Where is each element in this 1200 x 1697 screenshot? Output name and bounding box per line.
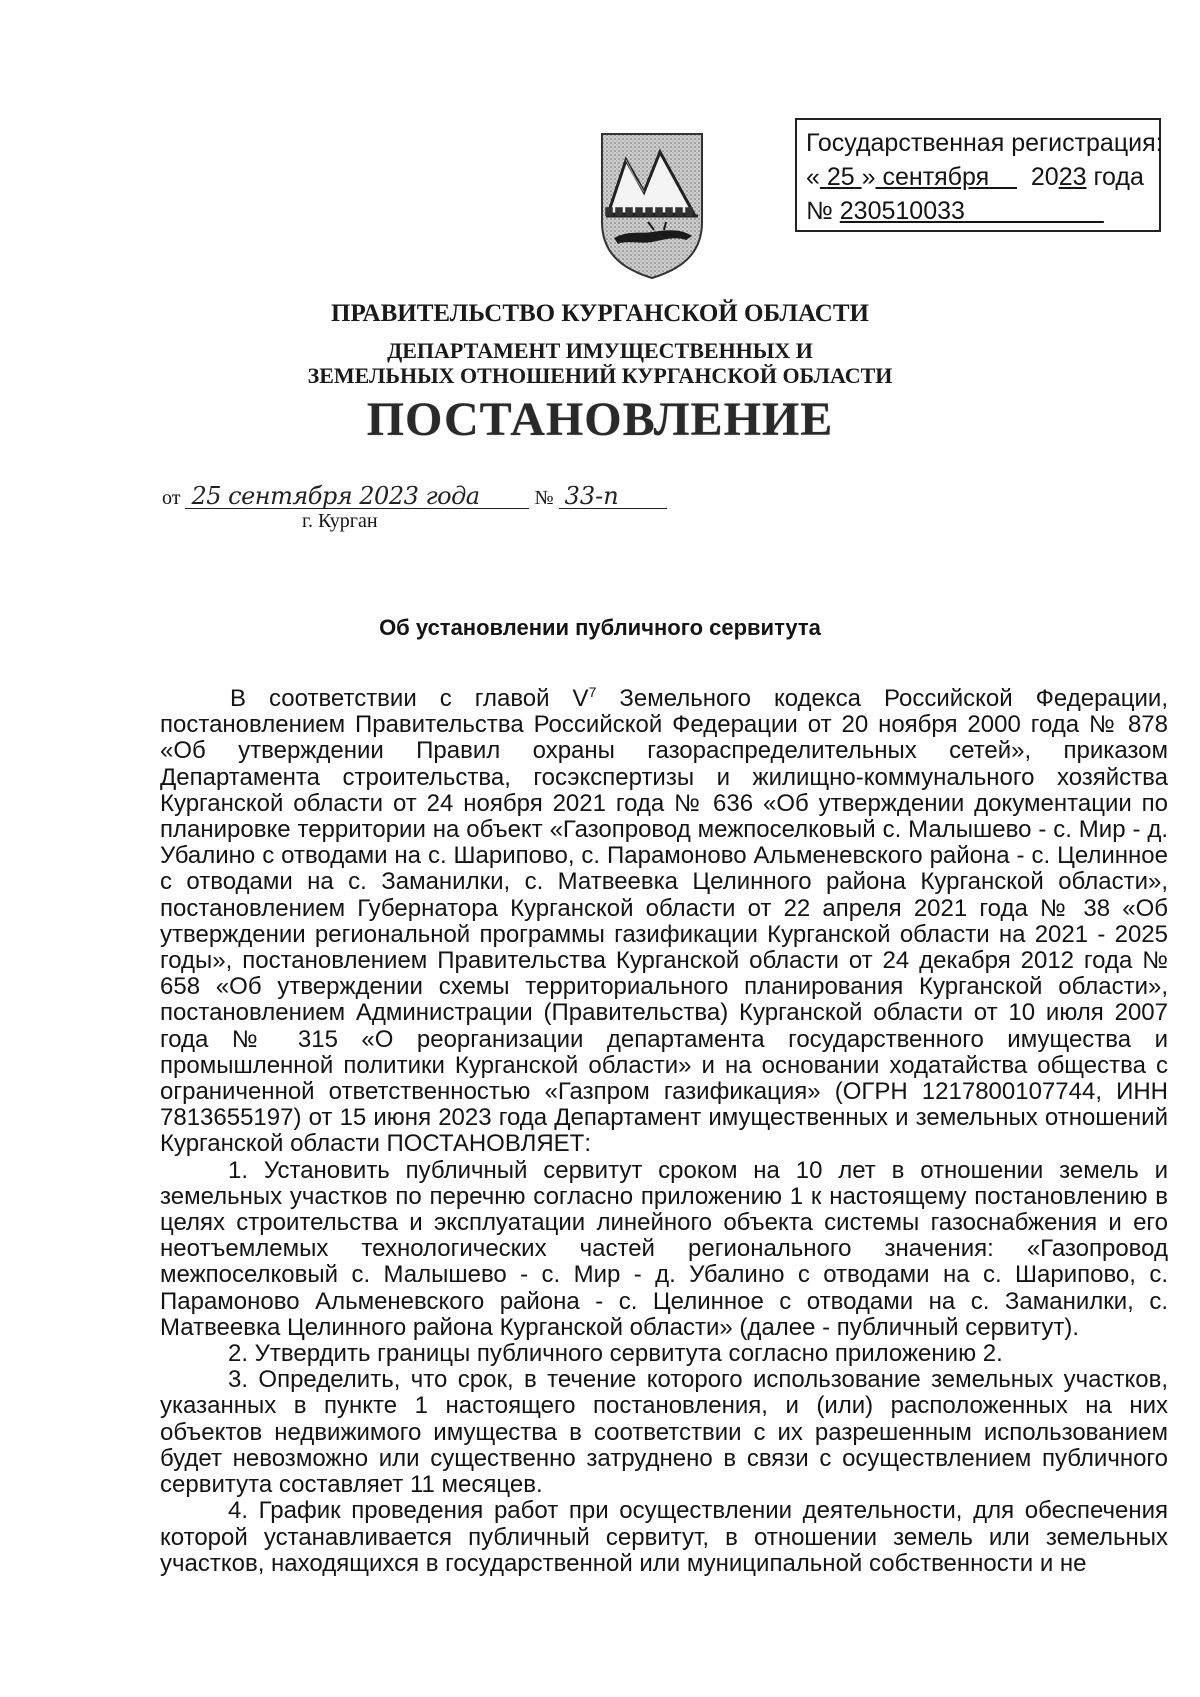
registration-month: сентября [882, 163, 990, 191]
intro-paragraph: В соответствии с главой $V^7$ Земельного кодекса Российской Федерации, постановлением Правительства Российской Федерации от 20 ноября 2000 года № 878 «Об утверждении Правил охраны газораспределительных сетей», приказом Департамента строительства, госэкспертизы и жилищно-коммунального хозяйства Курганской области от 24 ноября 2021 года № 636 «Об утверждении документации по планировке территории на объект «Газопровод межпоселковый с. Малышево - с. Мир - д. Убалино с отводами на с. Шарипово, с. Парамоново Альменевского района - с. Целинное с отводами на с. Заманилки, с. Матвеевка Целинного района Курганской области», постановлением Губернатора Курганской области от 22 апреля 2021 года № 38 «Об утверждении региональной программы газификации Курганской области на 2021 - 2025 годы», постановлением Правительства Курганской области от 24 декабря 2012 года № 658 «Об утверждении схемы территориального планирования Курганской области», постановлением Администрации (Правительства) Курганской области от 10 июля 2007 года № 315 «О реорганизации департамента государственного имущества и промышленной политики Курганской области» и на основании ходатайства общества с ограниченной ответственностью «Газпром газификация» (ОГРН 1217800107744, ИНН 7813655197) от 15 июня 2023 года Департамент имущественных и земельных отношений Курганской области ПОСТАНОВЛЯЕТ: [160, 684, 1168, 1158]
registration-stamp-title: Государственная регистрация: [806, 129, 1163, 157]
registration-year-suffix: 23 [1058, 163, 1087, 191]
document-body [160, 686, 1168, 1577]
number-label: № [534, 487, 554, 509]
registration-year-prefix: 20 [1030, 163, 1059, 191]
paragraph-item-3: 3. Определить, что срок, в течение которого использование земельных участков, указанных в пункте 1 настоящего постановления, и (или) расположенных на них объектов недвижимого имущества в соответствии с их разрешенным использованием будет невозможно или существенно затруднено в связи с осуществлением публичного сервитута составляет 11 месяцев. [160, 1366, 1168, 1499]
handwritten-date: 25 сентября 2023 года [185, 484, 529, 509]
document-title: Об установлении публичного сервитута [379, 615, 821, 640]
registration-year-word: года [1093, 163, 1144, 191]
department-line-2: ЗЕМЕЛЬНЫХ ОТНОШЕНИЙ КУРГАНСКОЙ ОБЛАСТИ [307, 363, 893, 388]
document-type: ПОСТАНОВЛЕНИЕ [366, 393, 834, 446]
registration-number: 230510033 [839, 197, 965, 225]
government-name: ПРАВИТЕЛЬСТВО КУРГАНСКОЙ ОБЛАСТИ [331, 300, 869, 327]
registration-stamp-date: « 25 » сентября 2023 года [806, 163, 1144, 191]
paragraph-item-2: 2. Утвердить границы публичного сервитута согласно приложению 2. [228, 1340, 1003, 1368]
date-number-line [162, 484, 667, 510]
registration-stamp-number: № 230510033 [806, 194, 1151, 228]
department-line-1: ДЕПАРТАМЕНТ ИМУЩЕСТВЕННЫХ И [387, 338, 813, 363]
paragraph-item-1: 1. Установить публичный сервитут сроком на 10 лет в отношении земель и земельных участков по перечню согласно приложению 1 к настоящему постановлению в целях строительства и эксплуатации линейного объекта системы газоснабжения и его неотъемлемых технологических частей регионального значения: «Газопровод межпоселковый с. Малышево - с. Мир - д. Убалино с отводами на с. Шарипово, с. Парамоново Альменевского района - с. Целинное с отводами на с. Заманилки, с. Матвеевка Целинного района Курганской области» (далее - публичный сервитут). [160, 1156, 1168, 1341]
registration-stamp [795, 118, 1161, 232]
paragraph-item-4: 4. График проведения работ при осуществлении деятельности, для обеспечения которой устанавливается публичный сервитут, в отношении земель или земельных участков, находящихся в государственной или муниципальной собственности и не [160, 1497, 1168, 1577]
city-name: г. Курган [302, 510, 378, 532]
registration-day: 25 [826, 163, 855, 191]
from-label: от [162, 487, 181, 509]
department-name [0, 338, 1200, 388]
chapter-superscript: 7 [588, 684, 597, 700]
coat-of-arms-emblem [594, 130, 710, 280]
handwritten-number: 33-п [559, 484, 667, 509]
